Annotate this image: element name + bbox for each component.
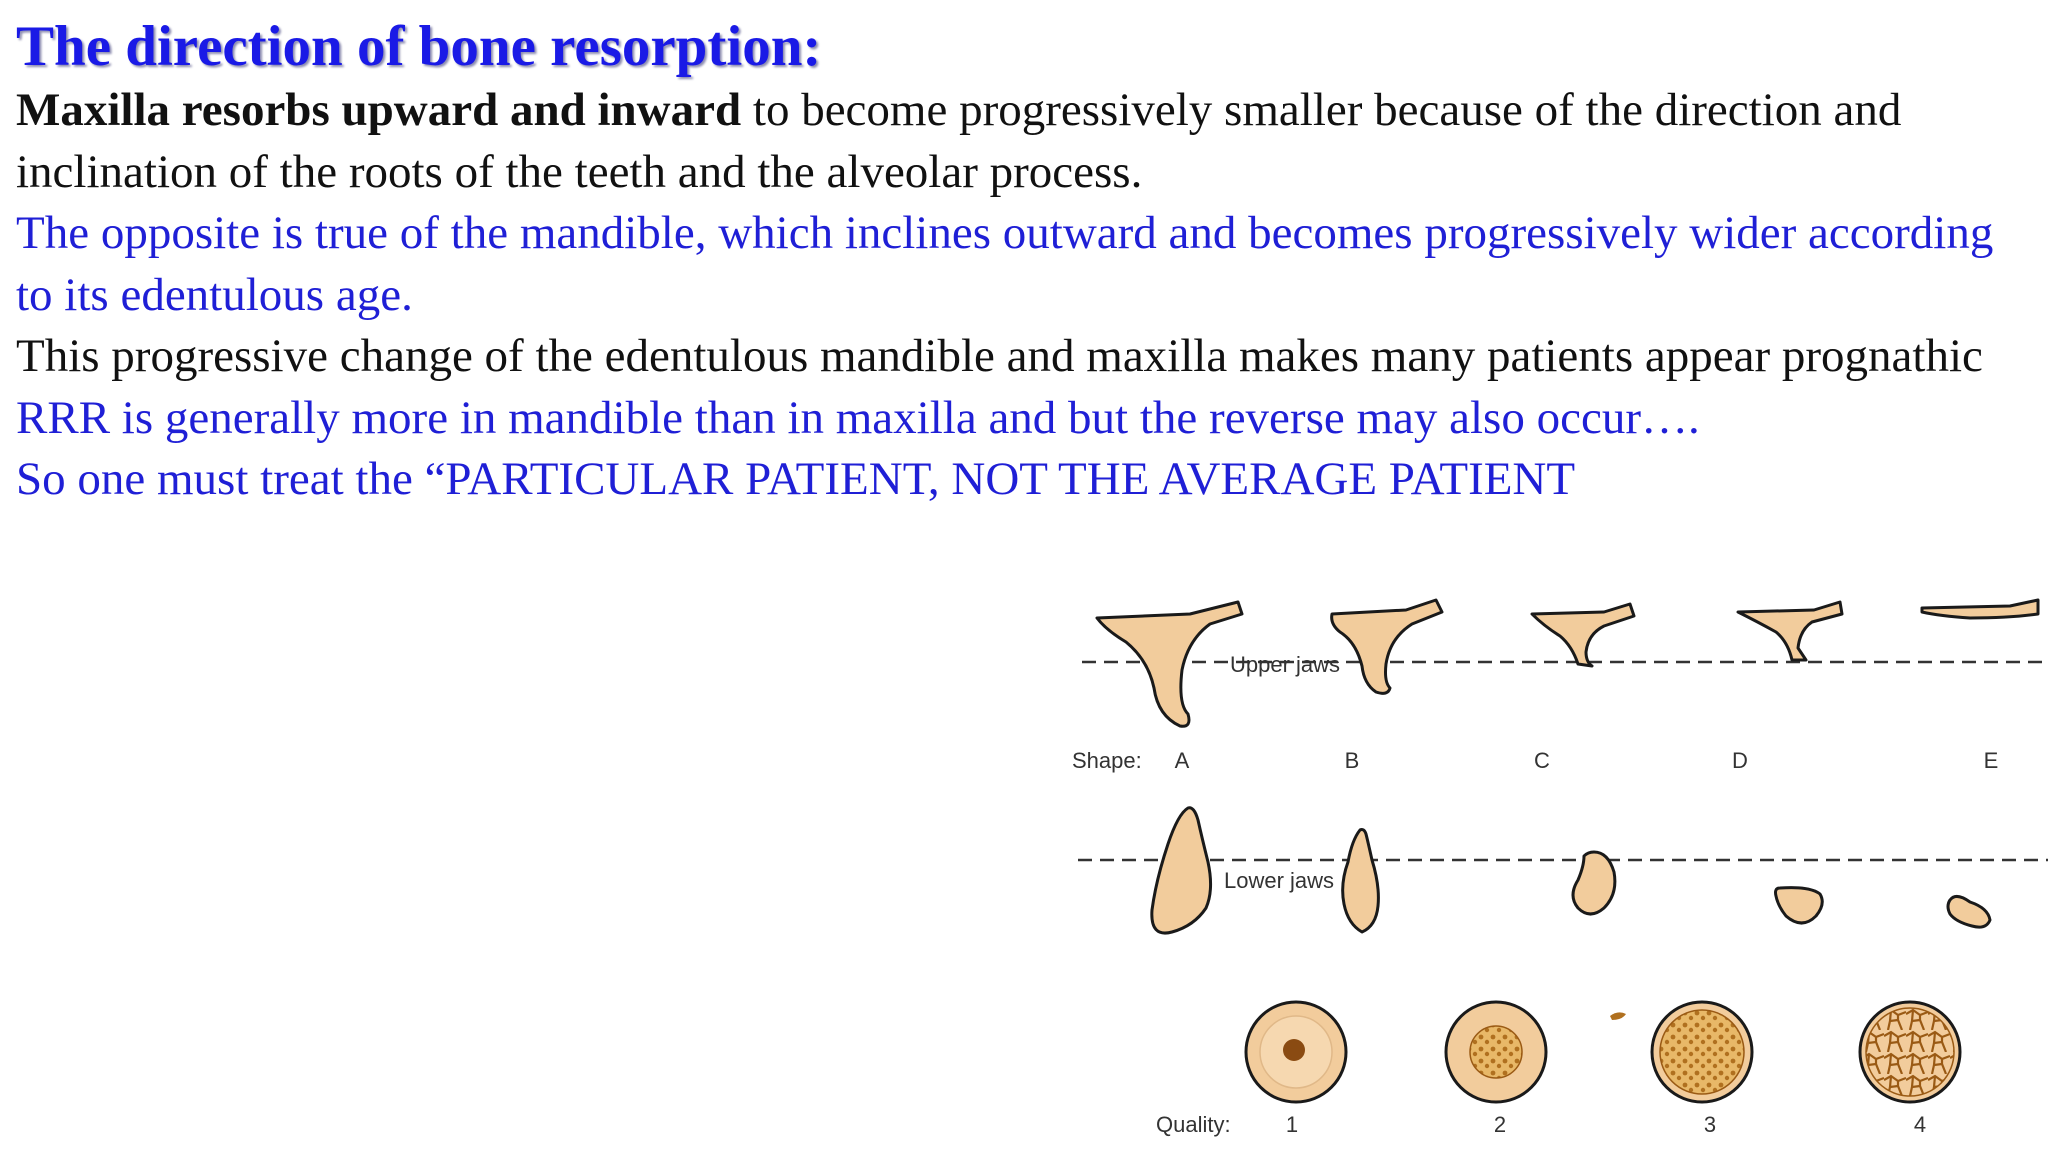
quality-label-2: 2 <box>1493 1112 1507 1137</box>
upper-jaw-d <box>1738 602 1842 660</box>
upper-jaw-c <box>1532 604 1634 666</box>
lower-jaw-a <box>1152 808 1211 933</box>
paragraph-maxilla <box>16 80 2036 203</box>
figure-svg <box>1070 590 2048 1152</box>
slide-body <box>16 80 2036 511</box>
lower-jaw-c <box>1573 852 1615 914</box>
quality-circle-4 <box>1860 1002 1960 1102</box>
maxilla-emphasis: Maxilla resorbs upward and inward <box>16 84 742 136</box>
quality-label-3: 3 <box>1703 1112 1717 1137</box>
quality-circle-2 <box>1446 1002 1546 1102</box>
shape-label-e: E <box>1983 748 1999 773</box>
small-fragment <box>1610 1012 1626 1020</box>
shape-row-label: Shape: <box>1072 748 1142 773</box>
shape-label-c: C <box>1534 748 1550 773</box>
paragraph-mandible: The opposite is true of the mandible, which inclines outward and becomes progressively wider according to its edentulous age. <box>16 207 1994 321</box>
upper-jaw-a <box>1097 602 1242 726</box>
maxilla-text: to become progressively smaller because of the direction and inclination of the roots of the teeth and the alveolar process. <box>16 84 1902 198</box>
upper-jaw-b <box>1332 600 1442 693</box>
quality-label-4: 4 <box>1913 1112 1927 1137</box>
shape-label-a: A <box>1174 748 1190 773</box>
quality-label-1: 1 <box>1285 1112 1299 1137</box>
lower-jaw-b <box>1343 830 1379 933</box>
upper-jaws-label: Upper jaws <box>1230 652 1341 677</box>
shape-label-d: D <box>1732 748 1748 773</box>
lower-jaw-d <box>1776 888 1823 923</box>
paragraph-particular-patient: So one must treat the “PARTICULAR PATIENT, NOT THE AVERAGE PATIENT <box>16 453 1576 505</box>
quality-circle-1 <box>1246 1002 1346 1102</box>
bone-quality-sections <box>1246 1002 1960 1102</box>
bone-resorption-figure <box>1070 590 2048 1152</box>
quality-circle-3 <box>1652 1002 1752 1102</box>
slide-title: The direction of bone resorption: <box>16 15 822 78</box>
shape-label-b: B <box>1344 748 1360 773</box>
lower-jaws-label: Lower jaws <box>1224 868 1335 893</box>
quality-row-label: Quality: <box>1156 1112 1231 1137</box>
lower-jaw-e <box>1948 896 1990 927</box>
paragraph-rrr: RRR is generally more in mandible than in maxilla and but the reverse may also occur…. <box>16 391 1700 444</box>
upper-jaw-e <box>1922 600 2038 618</box>
paragraph-prognathic: This progressive change of the edentulous mandible and maxilla makes many patients appear prognathic <box>16 330 1983 382</box>
